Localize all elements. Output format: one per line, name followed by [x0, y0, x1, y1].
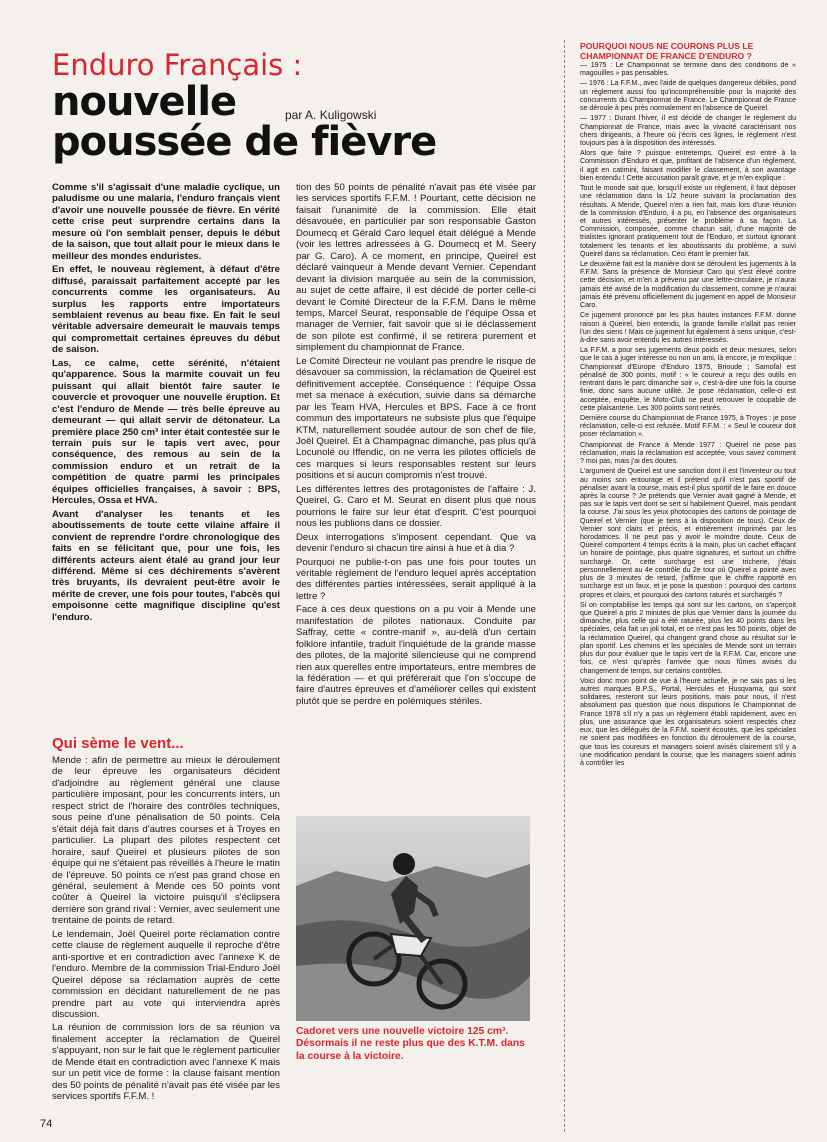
body-column-1: [52, 755, 280, 1125]
sidebar-paragraph: Alors que faire ? puisque entretemps, Queirel est entré à la Commission d'Enduro et que, profitant de l'absence d'un règlement, il agit en catimini, faisant modifier le classement, à son avantage bien entendu ! Cette accusation paraît grave, et je m'en explique :: [580, 150, 796, 182]
intro-paragraph: Las, ce calme, cette sérénité, n'étaient qu'apparence. Sous la marmite couvait un feu puissant qui allait bientôt faire sauter le couvercle et provoquer une nouvelle éruption. Et c'est l'enduro de Mende — très belle épreuve au demeurant — qui allait servir de détonateur. La première place 250 cm³ inter était contestée sur le terrain puis sur le tapis vert avec, pour conséquence, des remous au sein de la commission enduro et un retrait de la compétition de quatre parmi les principales équipes officielles françaises, à savoir : BPS, Hercules, Ossa et HVA.: [52, 357, 280, 507]
article-title: [52, 79, 437, 165]
photo-caption: Cadoret vers une nouvelle victoire 125 cm³. Désormais il ne reste plus que des K.T.M. dans la course à la victoire.: [296, 1026, 525, 1062]
article-title-line2: poussée de fièvre: [52, 119, 437, 165]
body-paragraph: Mende : afin de permettre au mieux le déroulement de leur épreuve les organisateurs décident d'adjoindre au règlement général une clause particulière imposant, pour les concurrents inters, un respect strict de l'horaire des contrôles techniques, sous peine d'une pénalisation de 50 points. Cela s'était déjà fait dans d'autres courses et à Troyes en particulier. La plupart des pilotes respectent cet horaire, sauf Queirel et plusieurs pilotes de son équipe qui ne s'étaient pas réveillés à l'heure le matin de l'épreuve. 50 points ce n'est pas grand chose en général, seulement à Mende ces 50 points vont coûter à Queirel la victoire puisqu'il s'éclipsera derrière son grand rival : Vernier, avec seulement une trentaine de points de retard.: [52, 755, 280, 927]
body-paragraph: tion des 50 points de pénalité n'avait pas été visée par les services sportifs F.F.M. ! Pourtant, cette décision ne faisait l'unanimité de la commission. Elle était désavouée, en particulier par son responsable Gaston Doumecq et Gérald Caro lequel était délégué à Mende (voir les lettres adressées à G. Doumecq et M. Seery par G. Caro). A ce moment, en principe, Queirel est déclaré vainqueur à Mende devant Vernier. Cependant devant la division marquée au sein de la commission, au sujet de cette affaire, il est décidé de porter celle-ci devant le Comité Directeur de la F.F.M. Dans le même temps, Marcel Seurat, responsable de l'équipe Ossa et manager de Vernier, fait savoir que si le déclassement de son pilote est confirmé, il se retirera purement et simplement du championnat de France.: [296, 182, 536, 354]
sidebar-paragraph: L'argument de Queirel est une sanction dont il est l'inventeur ou tout au moins son entourage et il prétend qu'il n'est pas sportif de pénaliser avant la course, mais est-il plus sportif de le faire en douce après la course ? Je prétends que Vernier avait gagné à Mende, et pas sur le tapis vert dont se sert si habilement Queirel, mais pendant la course. J'ai sous les yeux photocopies des cartons de pointage de Queirel et Vernier (que je tiens à la disposition de tous). Ceux de Vernier sont clairs et précis, et entièrement imprimés par les horodatrices. Il ne peut pas y avoir le moindre doute. Ceux de Queirel comportent 4 temps écrits à la main, plus un cachet effaçant un horaire de pointage, plus quatre signatures, et surtout un chiffre surchargé. Or, cette surcharge est une tricherie, j'étais personnellement au 4e contrôle du 2e tour où Queirel a pointé avec plus de 3 minutes de retard, j'affirme que le chiffre rapporté en surcharge est un faux, et je pose la question : pourquoi des cartons propres et clairs, et pourquoi des cartons raturés et surchargés ?: [580, 468, 796, 599]
article-title-line1: nouvelle: [52, 79, 237, 125]
section-heading: Qui sème le vent...: [52, 735, 184, 752]
sidebar-paragraph: — 1975 : Le Championnat se termine dans des conditions de « magouilles » pas pensables.: [580, 62, 796, 78]
sidebar-paragraph: — 1976 : La F.F.M., avec l'aide de quelques dangereux débiles, pond un règlement aussi fou qu'incompréhensible pour la majorité des concurrents du Championnat de France. Le Championnat de France se déroule à peu près normalement en l'absence de Queirel.: [580, 80, 796, 113]
body-paragraph: La réunion de commission lors de sa réunion va finalement accepter la réclamation de Queirel s'appuyant, non sur le fait que le règlement particulier de Mende était en contradiction avec l'annexe K mais sur un petit vice de forme : la clause faisant mention des 50 points de pénalité n'avait pas été visée par les services sportifs F.F.M. !: [52, 1022, 280, 1103]
intro-column: [52, 182, 280, 724]
body-paragraph: Le Comité Directeur ne voulant pas prendre le risque de désavouer sa commission, la réclamation de Queirel est définitivement acceptée. Conséquence : l'équipe Ossa met sa menace à exécution, suivie dans sa démarche par les Team HVA, Hercules et BPS. Face à ce front commun des importateurs ne subsiste plus que l'équipe KTM, naturellement soudée autour de son chef de file, Joël Queirel. Et à Champagnac dimanche, pas plus qu'à Locunolé ou Iffendic, on ne verra les pilotes officiels de ces marques si leurs responsables restent sur leurs positions et si aucun compromis n'est trouvé.: [296, 355, 536, 482]
body-paragraph: Les différentes lettres des protagonistes de l'affaire : J. Queirel, G. Caro et M. Seurat en disent plus que nous pourrions le faire sur leur état d'esprit. C'est pourquoi nous les publions dans ce dossier.: [296, 483, 536, 530]
rider-illustration: [296, 816, 530, 1021]
column-divider: [564, 40, 566, 1132]
sidebar-paragraph: Le deuxième fait est la manière dont se déroulent les jugements à la F.F.M. Sans la présence de Monsieur Caro qui s'est élevé contre cette décision, et m'en a prévenu par une lettre-circulaire, je n'aurai jamais été avisé de la modification du classement, comme je n'aurai jamais été prévenu officiellement du jugement en appel de Monsieur Caro.: [580, 261, 796, 310]
intro-paragraph: Avant d'analyser les tenants et les aboutissements de toute cette vilaine affaire il convient de reprendre l'ordre chronologique des faits en se félicitant que, pour une fois, les différents acteurs aient étalé au grand jour leur différend. Même si ces déchirements s'avèrent très bruyants, ils devraient peut-être avoir le mérite de crever, une fois pour toutes, l'abcès qui empoisonne cette magnifique discipline qu'est l'enduro.: [52, 508, 280, 623]
body-paragraph: Pourquoi ne publie-t-on pas une fois pour toutes un véritable règlement de l'enduro lequel après acceptation des différentes parties intéressées, serait appliqué à la lettre ?: [296, 556, 536, 602]
body-paragraph: Le lendemain, Joël Queirel porte réclamation contre cette clause de règlement auquelle il reproche d'être anti-sportive et en contradiction avec l'annexe K de l'enduro. Membre de la commission Trial-Enduro Joël Queirel dépose sa réclamation auprès de cette commission en décidant naturellement de ne pas prendre part au vote qui interviendra après discussion.: [52, 928, 280, 1020]
intro-paragraph: En effet, le nouveau règlement, à défaut d'être diffusé, paraissait parfaitement accepté par les concurrents comme les organisateurs. Au surplus les rapports entre importateurs semblaient revenus au beau fixe. En fait le seul véritable adversaire demeurait le mauvais temps qui compromettait certaines épreuves du début de saison.: [52, 264, 280, 356]
sidebar-paragraph: La F.F.M. a pour ses jugements deux poids et deux mesures, selon que le cas à juger intéresse ou non un ami, là encore, je m'explique : Championnat d'Europe d'Enduro 1975, Brioude ; Samofal est pénalisé de 300 points, motif : « le coureur a reçu des outils en rentrant dans le parc dimanche soir », c'est-à-dire une fois la course finie, donc sans aucune utilité. Je pose réclamation, celle-ci est acceptée, enquête, le Moto-Club ne peut retrouver le coupable de cette plaisanterie. Les 300 points sont retirés.: [580, 347, 796, 412]
sidebar-paragraph: Voici donc mon point de vue à l'heure actuelle, je ne sais pas si les autres marques B.P.S., Portal, Hercules et Husqvarna, qui sont solidaires, resteront sur leurs positions, mais pour nous, il n'est absolument pas question que nous disputions le Championnat de France 1978 s'il n'y a pas un règlement établi rapidement, avec en plus, une assurance que les organisateurs soient respectés chez eux, que les délégués de la F.F.M. soient écoutés, que les spéciales ne soient pas modifiées en fonction du déroulement de la course, que tous les coureurs et managers soient avisés clairement s'il y a une modification pendant la course, que les managers soient admis à contrôler les: [580, 677, 796, 767]
byline: par A. Kuligowski: [285, 108, 377, 122]
series-title: Enduro Français :: [52, 48, 303, 82]
sidebar-heading: POURQUOI NOUS NE COURONS PLUS LE CHAMPIONNAT DE FRANCE D'ENDURO ?: [580, 41, 754, 61]
sidebar-column: [580, 62, 796, 1134]
sidebar-paragraph: Ce jugement prononcé par les plus hautes instances F.F.M. donne raison à Queirel, bien entendu, la grande famille n'allait pas renier l'un des siens ! Mais ce jugement fut également à sens unique, c'est-à-dire sans avoir entendu les autres intéressés.: [580, 312, 796, 344]
sidebar-paragraph: Championnat de France à Mende 1977 : Queirel ne pose pas réclamation, mais la réclamation est acceptée, vous savez comment ? moi pas, mais j'ai des doutes.: [580, 441, 796, 466]
sidebar-paragraph: — 1977 : Durant l'hiver, il est décidé de changer le règlement du Championnat de France, mais avec la vivacité caractérisant nos chers dirigeants, à l'heure où j'écris ces lignes, le règlement n'est toujours pas à la disposition des intéressés.: [580, 115, 796, 147]
body-paragraph: Face à ces deux questions on a pu voir à Mende une manifestation de pilotes nationaux. Conduite par Saffray, cette « contre-manif », au-delà d'un certain folklore infantile, traduit l'inquiétude de la grande masse des pilotes, de la majorité silencieuse qui ne comprend rien aux querelles entre importateurs, entre membres de la fédération — et qui préférerait que l'on s'occupe de faire d'autres épreuves et d'améliorer celles qui existent plutôt que se perdre en polémiques stériles.: [296, 604, 536, 707]
sidebar-paragraph: Si on comptabilise les temps qui sont sur les cartons, on s'aperçoit que Queirel a pris 2 minutes de plus que Vernier dans la journée du dimanche, plus celle qui a été raturée, plus les 40 points dans les spéciales, cela fait un joli total, et ce n'est pas les 50 points, objet de la réclamation Queirel, qui changent grand chose au résultat sur le plan sportif. Les chemins et les spéciales de Mende sont un terrain plus dur pour évaluer que le tapis vert de la F.F.M. Car, encore une fois, ce n'est qu'après l'arrivée que nous fûmes avisés du changement de temps, sur certains contrôles.: [580, 601, 796, 675]
body-column-2: [296, 182, 536, 807]
intro-paragraph: Comme s'il s'agissait d'une maladie cyclique, un paludisme ou une malaria, l'enduro français vient d'avoir une nouvelle poussée de fièvre. En vérité cette crise peut surprendre certains dans la mesure où l'on semblait penser, depuis le début de la saison, que tout allait pour le mieux dans le meilleur des mondes enduristes.: [52, 182, 280, 262]
sidebar-paragraph: Tout le monde sait que, lorsqu'il existe un règlement, il faut déposer une réclamation dans la 1/2 heure suivant la proclamation des résultats. A Mende, Queirel n'en a rien fait, mais lors d'une réunion de la commission d'Enduro, il a pu, en l'absence des organisateurs et autres intéressés, présenter le problème à sa façon. La Commission, composée, comme chacun sait, d'une majorité de trialistes ignorant pratiquement tout de l'Enduro, et surtout ignorant totalement les tenants et les aboutissants du problème, a suivi Queirel dans sa réclamation. Ceci étant le premier fait.: [580, 185, 796, 258]
sidebar-paragraph: Dernière course du Championnat de France 1975, à Troyes : je pose réclamation, celle-ci est refusée. Motif F.F.M. : « Seul le coureur doit poser réclamation ».: [580, 414, 796, 439]
body-paragraph: Deux interrogations s'imposent cependant. Que va devenir l'enduro si chacun tire ainsi à hue et à dia ?: [296, 531, 536, 555]
page-number: 74: [40, 1118, 53, 1130]
motocross-photo: [296, 816, 530, 1021]
